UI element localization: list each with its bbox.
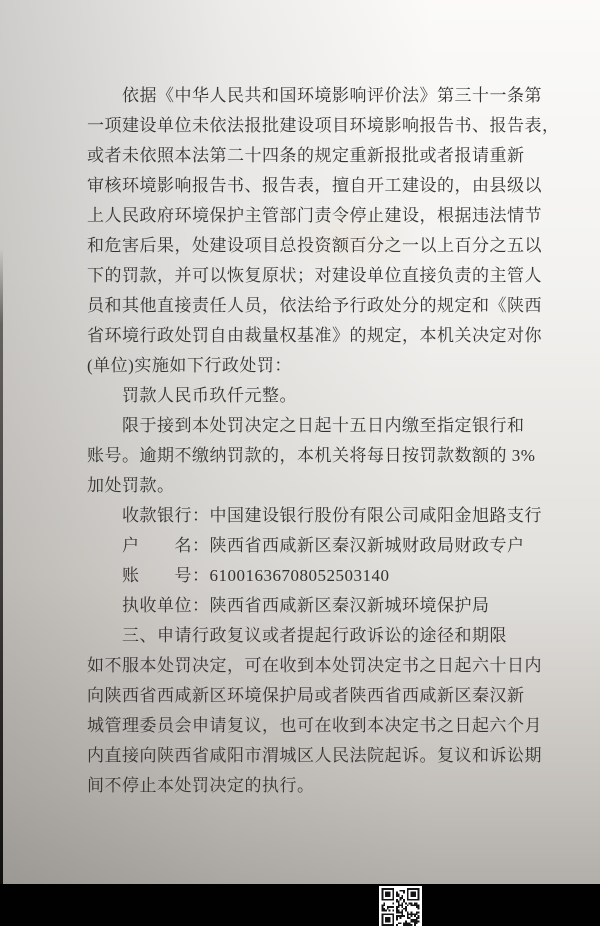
text-line: 执收单位：陕西省西咸新区秦汉新城环境保护局 [122, 596, 490, 615]
qr-pattern-icon [381, 888, 420, 926]
bottom-black-bar [0, 884, 600, 926]
text-line: 一项建设单位未依法报批建设项目环境影响报告书、报告表， [87, 116, 560, 135]
text-line: 员和其他直接责任人员，依法给予行政处分的规定和《陕西 [87, 296, 542, 315]
document-body-text [87, 81, 560, 801]
text-line: 向陕西省西咸新区环境保护局或者陕西省西咸新区秦汉新 [87, 686, 525, 705]
text-line: 上人民政府环境保护主管部门责令停止建设，根据违法情节 [87, 206, 542, 225]
text-line: 加处罚款。 [87, 476, 175, 495]
text-line: 收款银行：中国建设银行股份有限公司咸阳金旭路支行 [122, 506, 542, 525]
paper-edge-shadow [0, 248, 3, 884]
text-line: 间不停止本处罚决定的执行。 [87, 776, 315, 795]
text-line: 三、申请行政复议或者提起行政诉讼的途径和期限 [122, 626, 507, 645]
text-line: 罚款人民币玖仟元整。 [122, 386, 297, 405]
text-line: 内直接向陕西省咸阳市渭城区人民法院起诉。复议和诉讼期 [87, 746, 542, 765]
text-line: (单位)实施如下行政处罚： [87, 356, 292, 375]
text-line: 和危害后果，处建设项目总投资额百分之一以上百分之五以 [87, 236, 542, 255]
text-line: 如不服本处罚决定，可在收到本处罚决定书之日起六十日内 [87, 656, 542, 675]
text-line: 审核环境影响报告书、报告表，擅自开工建设的，由县级以 [87, 176, 542, 195]
text-line: 依据《中华人民共和国环境影响评价法》第三十一条第 [122, 86, 542, 105]
text-line: 城管理委员会申请复议，也可在收到本决定书之日起六个月 [87, 716, 542, 735]
text-line: 省环境行政处罚自由裁量权基准》的规定，本机关决定对你 [87, 326, 542, 345]
text-line: 账 号：61001636708052503140 [122, 566, 390, 585]
qr-code [379, 886, 422, 928]
text-line: 限于接到本处罚决定之日起十五日内缴至指定银行和 [122, 416, 525, 435]
text-line: 下的罚款，并可以恢复原状；对建设单位直接负责的主管人 [87, 266, 542, 285]
text-line: 或者未依照本法第二十四条的规定重新报批或者报请重新 [87, 146, 525, 165]
text-line: 户 名：陕西省西咸新区秦汉新城财政局财政专户 [122, 536, 525, 555]
text-line: 账号。逾期不缴纳罚款的，本机关将每日按罚款数额的 3% [87, 446, 536, 465]
